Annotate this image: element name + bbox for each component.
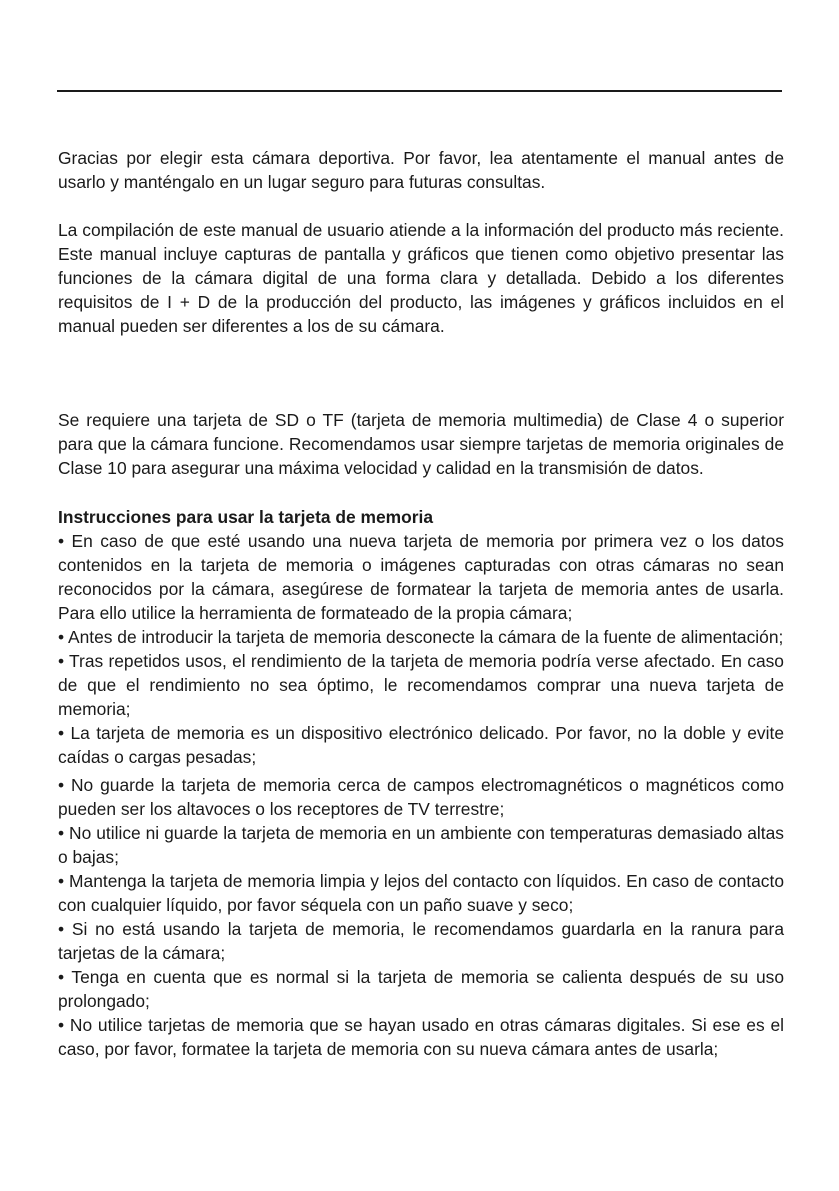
list-item-text: En caso de que esté usando una nueva tarjeta de memoria por primera vez o los datos contenidos en la tarjeta de memoria o imágenes capturadas con otras cámaras no sean reconocidos por la cámara, asegúrese de formatear la tarjeta de memoria antes de usarla. Para ello utilice la herramienta de formateado de la propia cámara; xyxy=(58,531,784,623)
list-item-text: No utilice tarjetas de memoria que se hayan usado en otras cámaras digitales. Si ese es el caso, por favor, formatee la tarjeta de memoria con su nueva cámara antes de usarla; xyxy=(58,1015,784,1059)
bullet-icon: • xyxy=(58,1015,65,1035)
header-rule xyxy=(57,90,782,92)
list-item-text: Tenga en cuenta que es normal si la tarjeta de memoria se calienta después de su uso prolongado; xyxy=(58,967,784,1011)
bullet-icon: • xyxy=(58,871,65,891)
instructions-heading: Instrucciones para usar la tarjeta de memoria xyxy=(58,507,434,527)
bullet-icon: • xyxy=(58,919,65,939)
instructions-list xyxy=(58,529,784,1061)
list-item xyxy=(58,965,784,1013)
page-content xyxy=(58,146,784,1061)
list-item-text: No guarde la tarjeta de memoria cerca de campos electromagnéticos o magnéticos como pueden ser los altavoces o los receptores de TV terrestre; xyxy=(58,775,784,819)
list-item xyxy=(58,917,784,965)
list-item-text: No utilice ni guarde la tarjeta de memoria en un ambiente con temperaturas demasiado altas o bajas; xyxy=(58,823,784,867)
intro-thanks-paragraph: Gracias por elegir esta cámara deportiva. Por favor, lea atentamente el manual antes de usarlo y manténgalo en un lugar seguro para futuras consultas. xyxy=(58,148,784,192)
bullet-icon: • xyxy=(58,627,65,647)
list-item xyxy=(58,649,784,721)
bullet-icon: • xyxy=(58,651,65,671)
list-item xyxy=(58,625,784,649)
list-item xyxy=(58,529,784,625)
list-item xyxy=(58,869,784,917)
list-item xyxy=(58,721,784,769)
bullet-icon: • xyxy=(58,823,65,843)
list-item xyxy=(58,773,784,821)
list-item xyxy=(58,1013,784,1061)
bullet-icon: • xyxy=(58,775,65,795)
list-item-text: La tarjeta de memoria es un dispositivo electrónico delicado. Por favor, no la doble y evite caídas o cargas pesadas; xyxy=(58,723,784,767)
list-item-text: Mantenga la tarjeta de memoria limpia y lejos del contacto con líquidos. En caso de contacto con cualquier líquido, por favor séquela con un paño suave y seco; xyxy=(58,871,784,915)
bullet-icon: • xyxy=(58,723,65,743)
intro-compilation-paragraph: La compilación de este manual de usuario atiende a la información del producto más reciente. Este manual incluye capturas de pantalla y gráficos que tienen como objetivo presentar las funciones de la cámara digital de una forma clara y detallada. Debido a los diferentes requisitos de I + D de la producción del producto, las imágenes y gráficos incluidos en el manual pueden ser diferentes a los de su cámara. xyxy=(58,220,784,336)
list-item xyxy=(58,821,784,869)
list-item-text: Tras repetidos usos, el rendimiento de la tarjeta de memoria podría verse afectado. En caso de que el rendimiento no sea óptimo, le recomendamos comprar una nueva tarjeta de memoria; xyxy=(58,651,784,719)
bullet-icon: • xyxy=(58,531,65,551)
list-item-text: Antes de introducir la tarjeta de memoria desconecte la cámara de la fuente de alimentación; xyxy=(67,627,784,647)
card-requirement-paragraph: Se requiere una tarjeta de SD o TF (tarjeta de memoria multimedia) de Clase 4 o superior para que la cámara funcione. Recomendamos usar siempre tarjetas de memoria originales de Clase 10 para asegurar una máxima velocidad y calidad en la transmisión de datos. xyxy=(58,410,784,478)
list-item-text: Si no está usando la tarjeta de memoria, le recomendamos guardarla en la ranura para tarjetas de la cámara; xyxy=(58,919,784,963)
bullet-icon: • xyxy=(58,967,65,987)
